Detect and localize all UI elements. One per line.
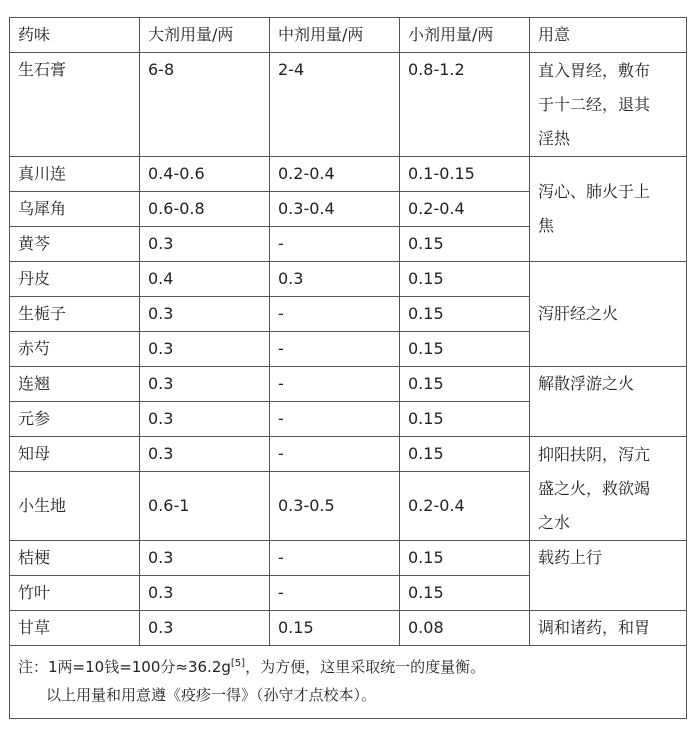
- herb-name: 生栀子: [10, 297, 140, 332]
- herb-name: 真川连: [10, 157, 140, 192]
- large-dose: 0.4: [140, 262, 270, 297]
- large-dose: 0.3: [140, 227, 270, 262]
- header-herb: 药味: [10, 18, 140, 53]
- purpose-line: 淫热: [538, 129, 571, 148]
- table-row: [10, 53, 687, 157]
- table-row: [10, 541, 687, 576]
- mid-dose: -: [270, 367, 400, 402]
- purpose-line: 泻心、肺火于上: [538, 182, 651, 201]
- purpose-line: 调和诸药，和胃: [538, 618, 651, 637]
- table-row: [10, 437, 687, 472]
- large-dose: 0.6-1: [140, 472, 270, 541]
- mid-dose: 0.2-0.4: [270, 157, 400, 192]
- small-dose: 0.15: [400, 297, 530, 332]
- header-mid-dose: 中剂用量/两: [270, 18, 400, 53]
- header-purpose: 用意: [530, 18, 687, 53]
- small-dose: 0.08: [400, 611, 530, 646]
- purpose-cell: [530, 53, 687, 157]
- mid-dose: 2-4: [270, 53, 400, 157]
- mid-dose: 0.15: [270, 611, 400, 646]
- large-dose: 0.3: [140, 332, 270, 367]
- purpose-line: 直入胃经，敷布: [538, 61, 651, 80]
- table-row: [10, 262, 687, 297]
- table-row: [10, 367, 687, 402]
- mid-dose: 0.3: [270, 262, 400, 297]
- purpose-line: 载药上行: [538, 548, 603, 567]
- herb-name: 甘草: [10, 611, 140, 646]
- small-dose: 0.15: [400, 332, 530, 367]
- table-container: [9, 17, 686, 719]
- herb-name: 竹叶: [10, 576, 140, 611]
- large-dose: 0.3: [140, 611, 270, 646]
- mid-dose: -: [270, 227, 400, 262]
- mid-dose: 0.3-0.4: [270, 192, 400, 227]
- small-dose: 0.15: [400, 541, 530, 576]
- mid-dose: -: [270, 402, 400, 437]
- herb-name: 小生地: [10, 472, 140, 541]
- small-dose: 0.15: [400, 402, 530, 437]
- herb-name: 乌犀角: [10, 192, 140, 227]
- small-dose: 0.15: [400, 437, 530, 472]
- small-dose: 0.15: [400, 367, 530, 402]
- small-dose: 0.2-0.4: [400, 192, 530, 227]
- note-row: [10, 646, 687, 719]
- large-dose: 0.3: [140, 367, 270, 402]
- purpose-cell: [530, 157, 687, 262]
- purpose-line: 抑阳扶阴，泻亢: [538, 445, 651, 464]
- herb-name: 生石膏: [10, 53, 140, 157]
- purpose-line: 之水: [538, 513, 571, 532]
- large-dose: 0.3: [140, 297, 270, 332]
- table-row: [10, 157, 687, 192]
- herb-name: 知母: [10, 437, 140, 472]
- small-dose: 0.1-0.15: [400, 157, 530, 192]
- large-dose: 0.3: [140, 576, 270, 611]
- note-line-1: [18, 654, 678, 680]
- herb-dosage-table: [9, 17, 687, 719]
- note-text: ，为方便，这里采取统一的度量衡。: [245, 658, 486, 676]
- mid-dose: 0.3-0.5: [270, 472, 400, 541]
- header-row: [10, 18, 687, 53]
- small-dose: 0.15: [400, 576, 530, 611]
- purpose-cell: [530, 541, 687, 611]
- herb-name: 元参: [10, 402, 140, 437]
- small-dose: 0.15: [400, 262, 530, 297]
- large-dose: 0.6-0.8: [140, 192, 270, 227]
- note-text: 注：1两=10钱=100分≈36.2g: [18, 658, 231, 676]
- header-small-dose: 小剂用量/两: [400, 18, 530, 53]
- table-row: [10, 611, 687, 646]
- purpose-cell: [530, 437, 687, 541]
- purpose-line: 盛之火，救欲竭: [538, 479, 651, 498]
- large-dose: 6-8: [140, 53, 270, 157]
- large-dose: 0.3: [140, 402, 270, 437]
- purpose-line: 于十二经，退其: [538, 95, 651, 114]
- herb-name: 丹皮: [10, 262, 140, 297]
- purpose-line: 焦: [538, 216, 555, 235]
- herb-name: 连翘: [10, 367, 140, 402]
- mid-dose: -: [270, 437, 400, 472]
- mid-dose: -: [270, 297, 400, 332]
- large-dose: 0.3: [140, 541, 270, 576]
- note-line-2: 以上用量和用意遵《疫疹一得》（孙守才点校本）。: [46, 686, 377, 704]
- small-dose: 0.2-0.4: [400, 472, 530, 541]
- purpose-line: 解散浮游之火: [538, 374, 635, 393]
- purpose-cell: [530, 367, 687, 437]
- mid-dose: -: [270, 576, 400, 611]
- herb-name: 黄芩: [10, 227, 140, 262]
- mid-dose: -: [270, 541, 400, 576]
- reference-link[interactable]: [5]: [230, 658, 246, 669]
- large-dose: 0.4-0.6: [140, 157, 270, 192]
- purpose-cell: [530, 262, 687, 367]
- herb-name: 赤芍: [10, 332, 140, 367]
- purpose-line: 泻肝经之火: [538, 304, 619, 323]
- small-dose: 0.15: [400, 227, 530, 262]
- large-dose: 0.3: [140, 437, 270, 472]
- small-dose: 0.8-1.2: [400, 53, 530, 157]
- note-cell: [10, 646, 687, 719]
- herb-name: 桔梗: [10, 541, 140, 576]
- header-large-dose: 大剂用量/两: [140, 18, 270, 53]
- purpose-cell: [530, 611, 687, 646]
- mid-dose: -: [270, 332, 400, 367]
